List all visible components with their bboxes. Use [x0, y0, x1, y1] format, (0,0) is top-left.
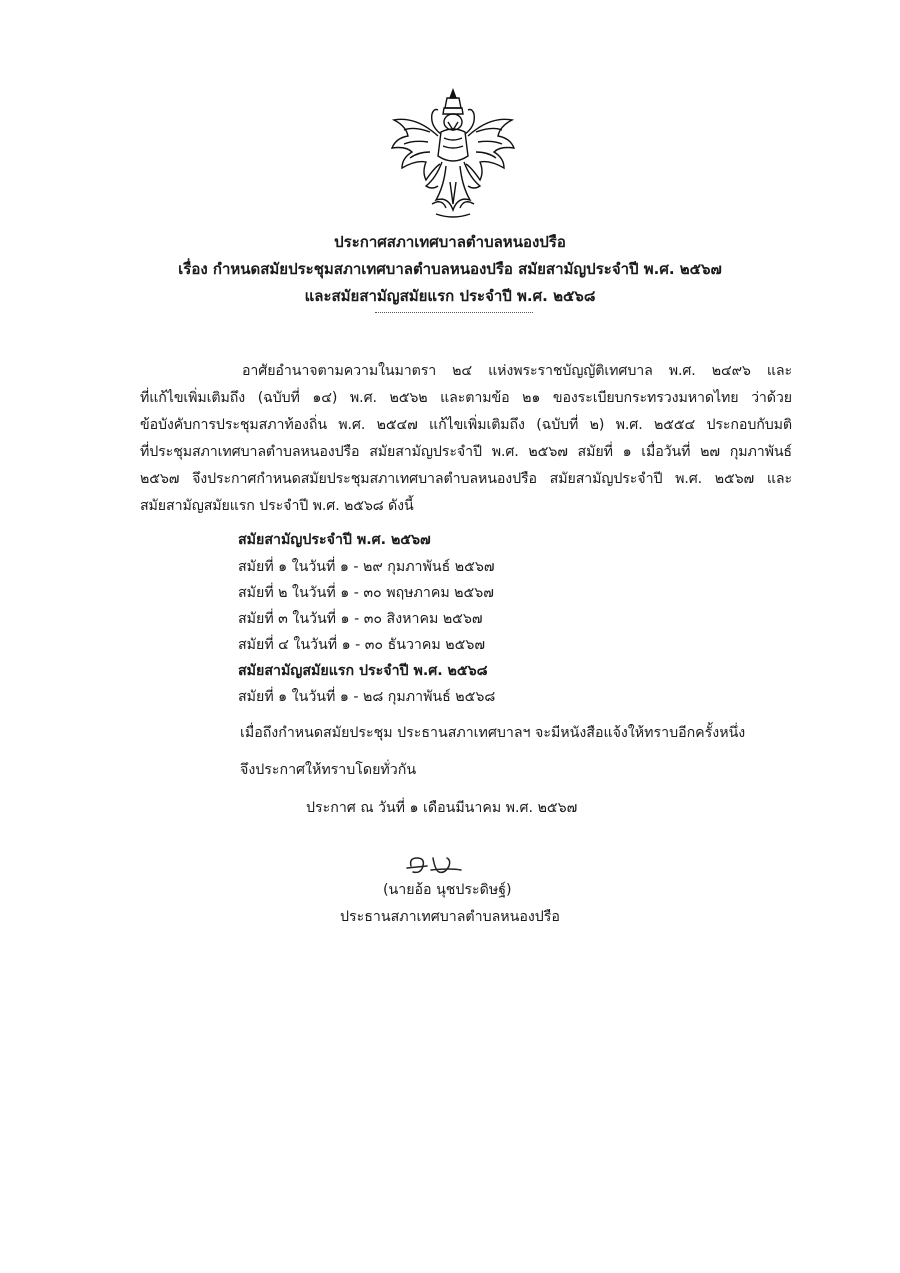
session-2567-3: สมัยที่ ๓ ในวันที่ ๑ - ๓๐ สิงหาคม ๒๕๖๗ [238, 611, 483, 627]
signatory-position: ประธานสภาเทศบาลตำบลหนองปรือ [340, 909, 560, 925]
body-line-6: สมัยสามัญสมัยแรก ประจำปี พ.ศ. ๒๕๖๘ ดังนี้ [140, 498, 414, 514]
announcement-date: ประกาศ ณ วันที่ ๑ เดือนมีนาคม พ.ศ. ๒๕๖๗ [306, 800, 578, 816]
body-line-3: ข้อบังคับการประชุมสภาท้องถิ่น พ.ศ. ๒๕๔๗ แก้ไขเพิ่มเติมถึง (ฉบับที่ ๒) พ.ศ. ๒๕๕๔ ประกอบกับมติ [140, 417, 792, 433]
closing-announce: จึงประกาศให้ทราบโดยทั่วกัน [240, 762, 417, 778]
session-2567-1: สมัยที่ ๑ ในวันที่ ๑ - ๒๙ กุมภาพันธ์ ๒๕๖๗ [238, 559, 495, 575]
schedule-heading-2567: สมัยสามัญประจำปี พ.ศ. ๒๕๖๗ [238, 532, 431, 548]
announcement-title: ประกาศสภาเทศบาลตำบลหนองปรือ [334, 233, 566, 251]
garuda-emblem-icon [386, 86, 520, 226]
schedule-heading-2568: สมัยสามัญสมัยแรก ประจำปี พ.ศ. ๒๕๖๘ [238, 663, 488, 679]
body-line-5: ๒๕๖๗ จึงประกาศกำหนดสมัยประชุมสภาเทศบาลตำบลหนองปรือ สมัยสามัญประจำปี พ.ศ. ๒๕๖๗ และ [140, 471, 792, 487]
subject-line-2: และสมัยสามัญสมัยแรก ประจำปี พ.ศ. ๒๕๖๘ [304, 287, 596, 305]
body-line-2: ที่แก้ไขเพิ่มเติมถึง (ฉบับที่ ๑๔) พ.ศ. ๒๕๖๒ และตามข้อ ๒๑ ของระเบียบกระทรวงมหาดไทย ว่าด้วย [140, 390, 792, 406]
subject-line-1: เรื่อง กำหนดสมัยประชุมสภาเทศบาลตำบลหนองปรือ สมัยสามัญประจำปี พ.ศ. ๒๕๖๗ [178, 260, 722, 278]
title-divider [375, 312, 533, 314]
closing-notice: เมื่อถึงกำหนดสมัยประชุม ประธานสภาเทศบาลฯ จะมีหนังสือแจ้งให้ทราบอีกครั้งหนึ่ง [240, 725, 746, 741]
body-line-4: ที่ประชุมสภาเทศบาลตำบลหนองปรือ สมัยสามัญประจำปี พ.ศ. ๒๕๖๗ สมัยที่ ๑ เมื่อวันที่ ๒๗ กุมภาพันธ์ [140, 444, 792, 460]
session-2567-2: สมัยที่ ๒ ในวันที่ ๑ - ๓๐ พฤษภาคม ๒๕๖๗ [238, 585, 494, 601]
signatory-name: (นายอ้อ นุชประดิษฐ์) [383, 882, 512, 898]
handwritten-signature-icon [405, 852, 475, 878]
body-line-1: อาศัยอำนาจตามความในมาตรา ๒๔ แห่งพระราชบัญญัติเทศบาล พ.ศ. ๒๔๙๖ และ [242, 363, 792, 379]
session-2567-4: สมัยที่ ๔ ในวันที่ ๑ - ๓๐ ธันวาคม ๒๕๖๗ [238, 637, 486, 653]
session-2568-1: สมัยที่ ๑ ในวันที่ ๑ - ๒๘ กุมภาพันธ์ ๒๕๖๘ [238, 689, 496, 705]
